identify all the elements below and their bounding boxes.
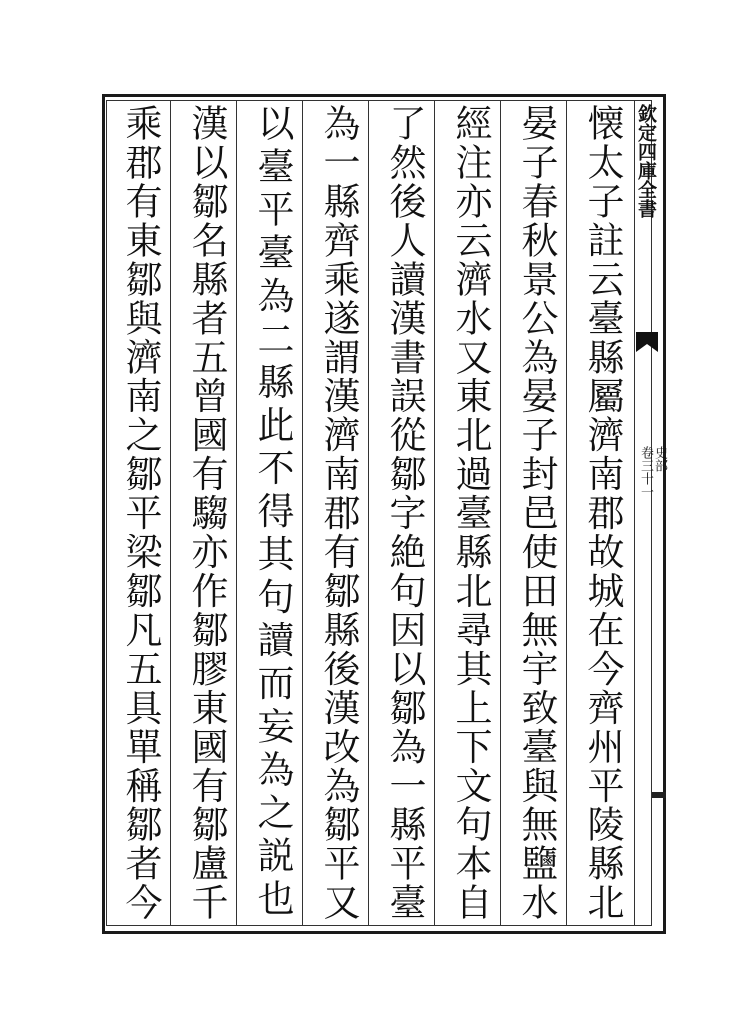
column-rule (566, 100, 567, 926)
column-rule (434, 100, 435, 926)
text-column-6: 以臺平臺為二縣此不得其句讀而妄為之説也 (251, 104, 294, 922)
column-rule (634, 100, 635, 926)
margin-mark (652, 792, 666, 798)
section-label: 史部 (652, 446, 667, 472)
book-title: 欽定四庫全書 (635, 104, 657, 218)
column-rule (302, 100, 303, 926)
text-column-1: 懐太子註云臺縣屬濟南郡故城在今齊州平陵縣北 (581, 104, 624, 922)
text-column-3: 經注亦云濟水又東北過臺縣北尋其上下文句本自 (449, 104, 492, 922)
column-rule (368, 100, 369, 926)
column-rule (236, 100, 237, 926)
column-rule (500, 100, 501, 926)
text-column-8: 乘郡有東鄒與濟南之鄒平梁鄒凡五具單稱鄒者今 (119, 104, 162, 922)
text-column-5: 為一縣齊乘遂謂漢濟南郡有鄒縣後漢改為鄒平又 (317, 104, 360, 922)
column-rule (170, 100, 171, 926)
text-column-4: 了然後人讀漢書誤從鄒字絶句因以鄒為一縣平臺 (383, 104, 426, 922)
volume-label: 卷三十一 (638, 446, 653, 498)
text-column-7: 漢以鄒名縣者五曾國有騶亦作鄒膠東國有鄒盧千 (185, 104, 228, 922)
text-column-2: 晏子春秋景公為晏子封邑使田無宇致臺與無鹽水 (515, 104, 558, 922)
